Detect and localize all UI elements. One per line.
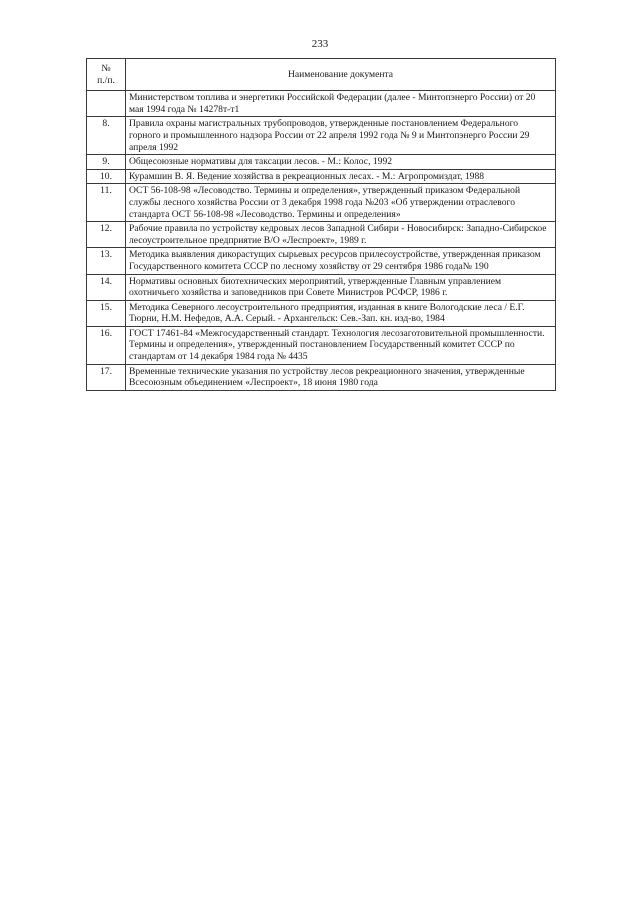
row-number: 15. [87, 300, 126, 326]
document-list-table [86, 58, 556, 391]
row-number [87, 91, 126, 117]
row-number: 10. [87, 169, 126, 184]
document-name: Правила охраны магистральных трубопроводов, утвержденные постановлением Федерального горного и промышленного надзора России от 22 апреля 1992 года № 9 и Минтопэнерго России 29 апреля 1992 [126, 117, 556, 155]
document-name: Общесоюзные нормативы для таксации лесов. - М.: Колос, 1992 [126, 155, 556, 170]
row-number: 11. [87, 184, 126, 222]
table-row [87, 326, 556, 364]
document-name: ОСТ 56-108-98 «Лесоводство. Термины и определения», утвержденный приказом Федеральной службы лесного хозяйства России от 3 декабря 1998 года №203 «Об утверждении отраслевого стандарта ОСТ 56-108-98 «Лесоводство. Термины и определения» [126, 184, 556, 222]
table-row [87, 91, 556, 117]
header-document-name: Наименование документа [126, 59, 556, 91]
document-name: Временные технические указания по устройству лесов рекреационного значения, утвержденные Всесоюзным объединением «Леспроект», 18 июня 1980 года [126, 364, 556, 390]
table-row [87, 169, 556, 184]
row-number: 9. [87, 155, 126, 170]
header-number: № п./п. [87, 59, 126, 91]
document-name: Методика Северного лесоустроительного предприятия, изданная в книге Вологодские леса / Е.Г. Тюрни, Н.М. Нефедов, А.А. Серый. - Архангельск: Сев.-Зап. кн. изд-во, 1984 [126, 300, 556, 326]
row-number: 17. [87, 364, 126, 390]
document-name: Методика выявления дикорастущих сырьевых ресурсов прилесоустройстве, утвержденная приказом Государственного комитета СССР по лесному хозяйству от 29 сентября 1986 года№ 190 [126, 248, 556, 274]
row-number: 8. [87, 117, 126, 155]
table-row [87, 155, 556, 170]
document-name: Рабочие правила по устройству кедровых лесов Западной Сибири - Новосибирск: Западно-Сибирское лесоустроительное предприятие В/О «Леспроект», 1989 г. [126, 222, 556, 248]
document-name: ГОСТ 17461-84 «Межгосударственный стандарт. Технология лесозаготовительной промышленности. Термины и определения», утвержденный постановлением Государственный комитет СССР по стандартам от 14 декабря 1984 года № 4435 [126, 326, 556, 364]
page-number: 233 [311, 38, 329, 50]
document-name: Курамшин В. Я. Ведение хозяйства в рекреационных лесах. - М.: Агропромиздат, 1988 [126, 169, 556, 184]
table-row [87, 300, 556, 326]
table-row [87, 274, 556, 300]
table-row [87, 222, 556, 248]
row-number: 12. [87, 222, 126, 248]
table-row [87, 117, 556, 155]
document-name: Министерством топлива и энергетики Российской Федерации (далее - Минтопэнерго России) от 20 мая 1994 года № 14278т-т1 [126, 91, 556, 117]
table-row [87, 364, 556, 390]
row-number: 14. [87, 274, 126, 300]
row-number: 13. [87, 248, 126, 274]
table-row [87, 184, 556, 222]
row-number: 16. [87, 326, 126, 364]
table-row [87, 248, 556, 274]
document-name: Нормативы основных биотехнических мероприятий, утвержденные Главным управлением охотничьего хозяйства и заповедников при Совете Министров РСФСР, 1986 г. [126, 274, 556, 300]
table-body [87, 91, 556, 391]
table-header-row [87, 59, 556, 91]
